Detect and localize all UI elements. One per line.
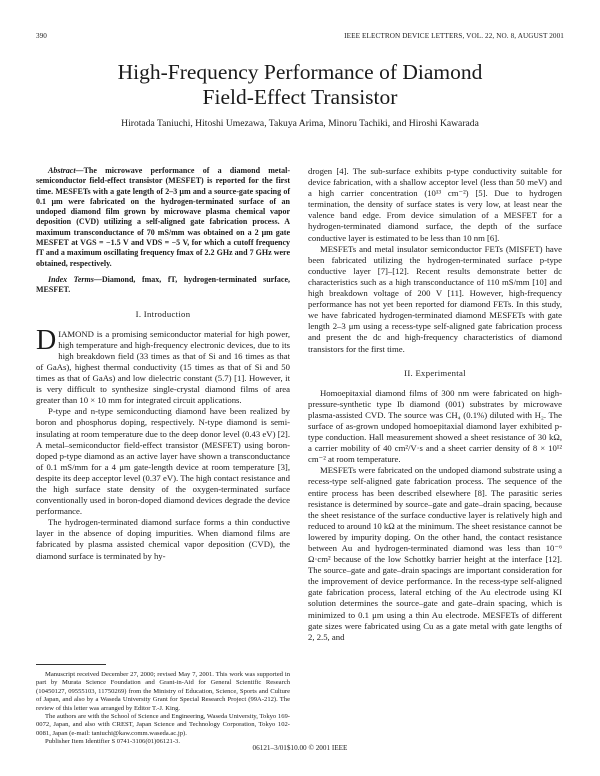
footnote [36,664,290,747]
index-terms-lead: Index Terms— [48,274,102,284]
abstract-lead: Abstract— [48,166,84,175]
experimental-paragraph-1: Homoepitaxial diamond films of 300 nm were fabricated on high-pressure-synthetic type Ib diamond (001) substrates by microwave plasma-assisted CVD. The source was CH₄ (0.1%) diluted with H₂. The surface of as-grown undoped homoepitaxial diamond layer exhibited p-type conduction. Hall measurement showed a sheet resistance of 30 kΩ, a carrier mobility of 40 cm²/V·s and a sheet carrier density of 8 × 10¹² cm⁻² at room temperature. [308,387,562,465]
drop-cap: D [36,324,57,356]
experimental-paragraph-2: MESFETs were fabricated on the undoped diamond substrate using a recess-type self-aligned gate fabrication process. The sequence of the entire process has been described elsewhere [8]. The parasitic series resistance is determined by source–gate and gate–drain spacing, because the sheet resistance of the surface conductive layer is relatively high and reduced to around 10 kΩ at the minimum. The sheet resistance cannot be lowered by impurity doping. On the other hand, the contact resistance between Au and hydrogen-terminated diamond was less than 10⁻⁶ Ω·cm² because of the low Schottky barrier height at the interface [12]. The source–gate and gate–drain spacings are important consideration for the improvement of device performance. In the recess-type self-aligned gate fabrication process, lateral etching of the Au electrode using KI solution determines the source–gate and gate–drain spacing, which is minimized to 0.1 μm using a thin Au electrode. MESFETs of different gate sizes were fabricated using Cu as a gate metal with gate lengths of 2, 2.5, and [308,465,562,642]
page-header [36,32,564,44]
author-list: Hirotada Taniuchi, Hitoshi Umezawa, Takuya Arima, Minoru Tachiki, and Hiroshi Kawarada [121,118,479,129]
title-line-1: High-Frequency Performance of Diamond [117,60,483,84]
index-terms-text: Diamond, fmax, fT, hydrogen-terminated surface, MESFET. [36,274,290,295]
paper-title [36,60,564,110]
intro-paragraph-2: P-type and n-type semiconducting diamond have been realized by boron and phosphorus doping, respectively. N-type diamond is semi-insulating at room temperature due to the deep donor level (0.43 eV) [2]. A metal–semiconductor field-effect transistor (MESFET) using boron-doped p-type diamond as an active layer have shown a transconductance of 0.1 mS/mm for a 4 μm gate-length device at room temperature [3], despite its deep acceptor level (0.37 eV). The high contact resistance and the high surface state density of the oxygen-terminated surface conventionally used in boron-doped diamond devices degrade the device performance. [36,406,290,517]
intro-paragraph-1 [36,324,290,407]
index-terms [36,275,290,296]
right-paragraph-2: MESFETs and metal insulator semiconductor FETs (MISFET) have been fabricated utilizing the hydrogen-terminated surface p-type conductive layer [7]–[12]. Recent results demonstrate better dc characteristics such as a high transconductance of 110 mS/mm [10] and high breakdown voltage of 200 V [11]. However, high-frequency performance has not yet been reported for diamond FETs. In this study, we have fabricated hydrogen-terminated diamond MESFETs with gate length 2–3 μm using a recess-type self-aligned gate fabrication process and present the dc and high-frequency characteristics of diamond transistors for the first time. [308,243,562,354]
intro-paragraph-1-text: IAMOND is a promising semiconductor material for high power, high temperature and high-frequency electronic devices, due to its high breakdown field (33 times as that of Si and 16 times as that of GaAs), highest thermal conductivity (15 times as that of Si and 50 times as that of GaAs) and low dielectric constant (5.7) [1]. However, it is very difficult to synthesize single-crystal diamond films of area greater than 10 × 10 mm for integrated circuit applications. [36,328,290,406]
footnote-manuscript: Manuscript received December 27, 2000; revised May 7, 2001. This work was supported in part by Murata Science Foundation and Grant-in-Aid for General Scientific Research (10450127, 09555103, 11750269) from the Ministry of Education, Science, Sports and Culture of Japan, and also by a Waseda University Grant for Special Research Project (99A-212). The review of this letter was arranged by Editor T.-J. King. [36,671,290,712]
footnote-publisher-id: Publisher Item Identifier S 0741-3106(01)06121-3. [45,738,180,746]
abstract-text: The microwave performance of a diamond metal-semiconductor field-effect transistor (MESFET) is reported for the first time. MESFETs with a gate length of 2–3 μm and a source-gate spacing of 0.1 μm were fabricated on the hydrogen-terminated surface of an undoped diamond film grown by microwave plasma chemical vapor deposition (CVD) utilizing a self-aligned gate fabrication process. A maximum transconductance of 70 mS/mm was obtained on a 2 μm gate MESFET at VGS = −1.5 V and VDS = −5 V, for which a cutoff frequency fT and a maximum oscillating frequency fmax of 2.2 GHz and 7 GHz were obtained, respectively. [36,166,290,268]
section-heading-experimental: II. Experimental [404,367,466,378]
title-line-2: Field-Effect Transistor [202,85,398,109]
right-paragraph-1: drogen [4]. The sub-surface exhibits p-type conductivity suitable for device fabrication, with a shallow acceptor level (less than 50 meV) and a high carrier concentration (10¹³ cm⁻²) [5]. Due to hydrogen termination, the density of surface states is very low, at least near the valence band edge. From device simulation of a MESFET for a hydrogen-terminated diamond surface, the depth of the surface conductive layer is estimated to be less than 10 nm [6]. [308,166,562,243]
footnote-rule [36,664,106,665]
right-column [308,166,562,643]
abstract [36,166,290,269]
left-column [36,166,290,562]
intro-paragraph-3: The hydrogen-terminated diamond surface forms a thin conductive layer in the absence of doping impurities. When diamond films are fabricated by plasma assisted chemical vapor deposition (CVD), the diamond surface is terminated by hy- [36,517,290,561]
journal-header: IEEE ELECTRON DEVICE LETTERS, VOL. 22, NO. 8, AUGUST 2001 [344,32,564,40]
copyright-footer: 06121–3/01$10.00 © 2001 IEEE [252,744,348,752]
section-heading-introduction: I. Introduction [135,308,191,319]
footnote-affiliation: The authors are with the School of Science and Engineering, Waseda University, Tokyo 169-0072, Japan, and also with CREST, Japan Science and Technology Corporation, Tokyo 102-0081, Japan (e-mail: taniuchi@kaw.comm.waseda.ac.jp). [36,713,290,737]
page-number: 390 [36,32,47,40]
